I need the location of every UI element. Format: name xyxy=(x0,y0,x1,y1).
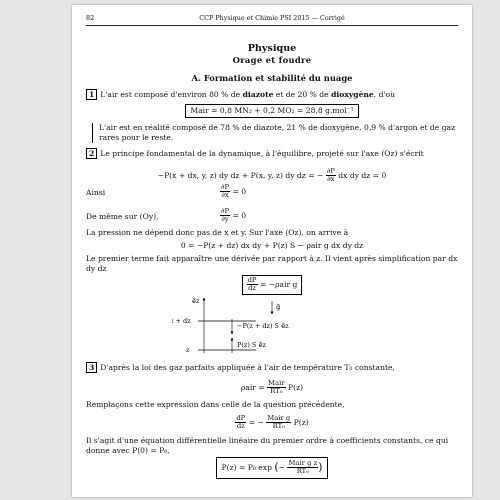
q2-boxed-equation xyxy=(242,275,303,295)
top-force-label: −P(z + dz) S e⃗z xyxy=(237,322,289,330)
g-label: g⃗ xyxy=(276,303,281,311)
frac-den: ∂y xyxy=(221,215,229,224)
q2-eq-fraction xyxy=(326,168,336,184)
q3-final-left: P(z) = P₀ exp xyxy=(221,462,272,472)
frac-den: ∂x xyxy=(327,175,335,184)
section-heading: A. Formation et stabilité du nuage xyxy=(191,73,353,83)
frac-den: RT₀ xyxy=(296,467,309,476)
q2-pfd-equation xyxy=(72,168,472,184)
q1-bold-dioxygene: dioxygène xyxy=(331,90,374,99)
q3-final-boxed-equation xyxy=(216,457,329,479)
q1-note: L'air est en réalité composé de 78 % de diazote, 21 % de dioxygène, 0,9 % d'argon et de gaz rares pour le reste. xyxy=(92,123,458,143)
q3-dp-right: P(z) xyxy=(293,417,309,427)
q1-paragraph xyxy=(86,89,458,100)
figure-svg xyxy=(172,295,372,357)
q2-oy-label: De même sur (Oy), xyxy=(86,212,159,221)
q2-ainsi-eq-value: = 0 xyxy=(232,186,247,196)
q2-first-term-text: Le premier terme fait apparaître une dérivée par rapport à z. Il vient après simplification par dx dy dz xyxy=(86,254,458,274)
q3-final-sign: − xyxy=(278,462,286,472)
q3-dp-equation xyxy=(72,415,472,431)
frac-num: ∂P xyxy=(221,207,230,215)
frac-num: Mair g z xyxy=(288,459,318,467)
q2-eq-right: dx dy dz = 0 xyxy=(338,170,387,180)
q2-oy-eq-value: = 0 xyxy=(232,210,247,220)
frac-den: dz xyxy=(236,422,245,431)
q2-ainsi-row xyxy=(86,183,458,200)
z-label: z xyxy=(186,346,190,354)
q1-text-end: , d'où xyxy=(373,90,396,99)
frac-den: RT₀ xyxy=(270,387,283,396)
q2-oy-row xyxy=(86,207,458,224)
q3-number: 3 xyxy=(86,362,97,373)
frac-den: dz xyxy=(248,284,257,293)
q3-ode-text: Il s'agit d'une équation différentielle linéaire du premier ordre à coefficients constants, ce qui donne avec P(0) = P₀, xyxy=(86,436,449,456)
q2-boxed-row xyxy=(72,275,472,295)
sub-title: Orage et foudre xyxy=(232,55,312,65)
frac-num: ∂P xyxy=(326,167,335,175)
q1-text-start: L'air est composé d'environ 80 % de xyxy=(100,90,243,99)
running-header xyxy=(86,14,458,25)
z-dz-label: z + dz xyxy=(172,317,191,325)
page-number: 82 xyxy=(86,14,95,22)
q2-ainsi-label: Ainsi xyxy=(86,188,106,197)
q2-eq-left: −P(x + dx, y, z) dy dz + P(x, y, z) dy dz = − xyxy=(157,170,324,180)
q3-dp-mid: = − xyxy=(248,417,264,427)
q1-text-mid: et de 20 % de xyxy=(273,90,332,99)
q1-equation-row xyxy=(72,104,472,118)
q3-rho-left: ρair = xyxy=(240,382,265,392)
q2-ainsi-eq xyxy=(220,184,246,200)
frac-num: dP xyxy=(247,276,257,284)
frac-num: ∂P xyxy=(221,183,230,191)
open-paren: ( xyxy=(274,460,279,474)
frac-den: RT₀ xyxy=(272,422,285,431)
q2-paragraph xyxy=(86,148,458,159)
q3-replace-text: Remplaçons cette expression dans celle de la question précédente, xyxy=(86,400,345,409)
q3-text: D'après la loi des gaz parfaits appliquée à l'air de température T₀ constante, xyxy=(100,363,395,372)
running-title: CCP Physique et Chimie PSI 2015 — Corrigé xyxy=(199,14,345,22)
q2-text: Le principe fondamental de la dynamique, à l'équilibre, projeté sur l'axe (Oz) s'écrit xyxy=(100,149,424,158)
q1-bold-diazote: diazote xyxy=(242,90,274,99)
close-paren: ) xyxy=(318,460,323,474)
frac-num: dP xyxy=(236,414,246,422)
frac-num: Mair g xyxy=(267,414,291,422)
q3-rho-equation xyxy=(72,380,472,396)
q2-pressure-equation: 0 = −P(z + dz) dx dy + P(z) S − ρair g dx dy dz xyxy=(180,241,364,250)
header-rule xyxy=(86,25,458,26)
q1-number: 1 xyxy=(86,89,97,100)
q3-paragraph xyxy=(86,362,458,373)
q2-pressure-text: La pression ne dépend donc pas de x et y. Sur l'axe (Oz), on arrive à xyxy=(86,228,349,237)
main-title: Physique xyxy=(247,43,297,54)
q1-boxed-equation: Mair = 0,8 MN₂ + 0,2 MO₂ = 28,8 g.mol⁻¹ xyxy=(185,104,358,118)
frac-den: ∂x xyxy=(221,191,229,200)
q2-number: 2 xyxy=(86,148,97,159)
q2-oy-eq xyxy=(220,208,246,224)
q3-final-row xyxy=(72,457,472,479)
q3-rho-right: P(z) xyxy=(288,382,304,392)
ez-label: e⃗z xyxy=(192,297,200,305)
bottom-force-label: P(z) S e⃗z xyxy=(237,341,266,349)
fluid-element-figure xyxy=(172,295,372,357)
q2-boxed-eq-value: = −ρair g xyxy=(259,279,298,289)
document-page xyxy=(72,5,472,497)
frac-num: Mair xyxy=(268,379,285,387)
